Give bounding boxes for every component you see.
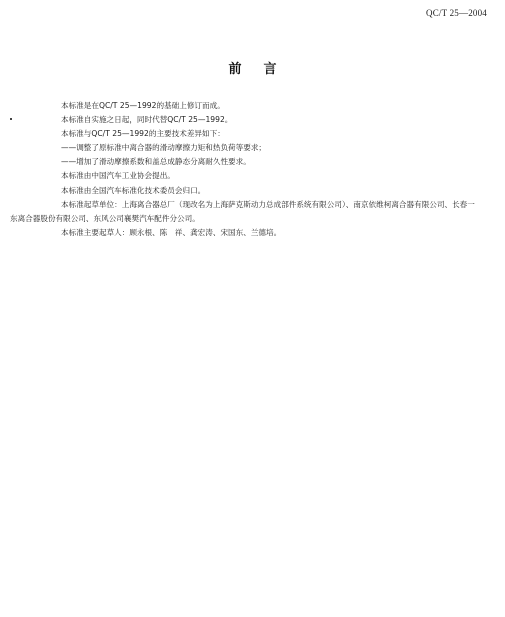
paragraph-proposer: 本标准由中国汽车工业协会提出。 [61, 171, 175, 181]
paragraph-basis: 本标准是在QC/T 25—1992的基础上修订而成。 [61, 101, 225, 110]
standard-code: QC/T 25—2004 [426, 8, 487, 18]
margin-mark [10, 118, 12, 120]
paragraph-drafters: 本标准主要起草人：顾永根、陈 祥、龚宏涛、宋国东、兰德培。 [61, 227, 282, 237]
paragraph-administrator: 本标准由全国汽车标准化技术委员会归口。 [61, 185, 206, 195]
paragraph-replacement: 本标准自实施之日起，同时代替QC/T 25—1992。 [61, 115, 233, 125]
paragraph-difference-2: ——增加了滑动摩擦系数和盖总成静态分离耐久性要求。 [61, 157, 251, 167]
paragraph-differences-intro: 本标准与QC/T 25—1992的主要技术差异如下： [61, 129, 225, 139]
paragraph-difference-1: ——调整了原标准中离合器的滑动摩擦力矩和热负荷等要求； [61, 143, 267, 153]
page-title: 前言 [228, 62, 299, 77]
paragraph-drafting-units: 本标准起草单位：上海离合器总厂（现改名为上海萨克斯动力总成部件系统有限公司）、南京依维柯离合器有限公司、长春一东离合器股份有限公司、东风公司襄樊汽车配件分公司。 [10, 199, 475, 223]
body-text [10, 99, 480, 240]
